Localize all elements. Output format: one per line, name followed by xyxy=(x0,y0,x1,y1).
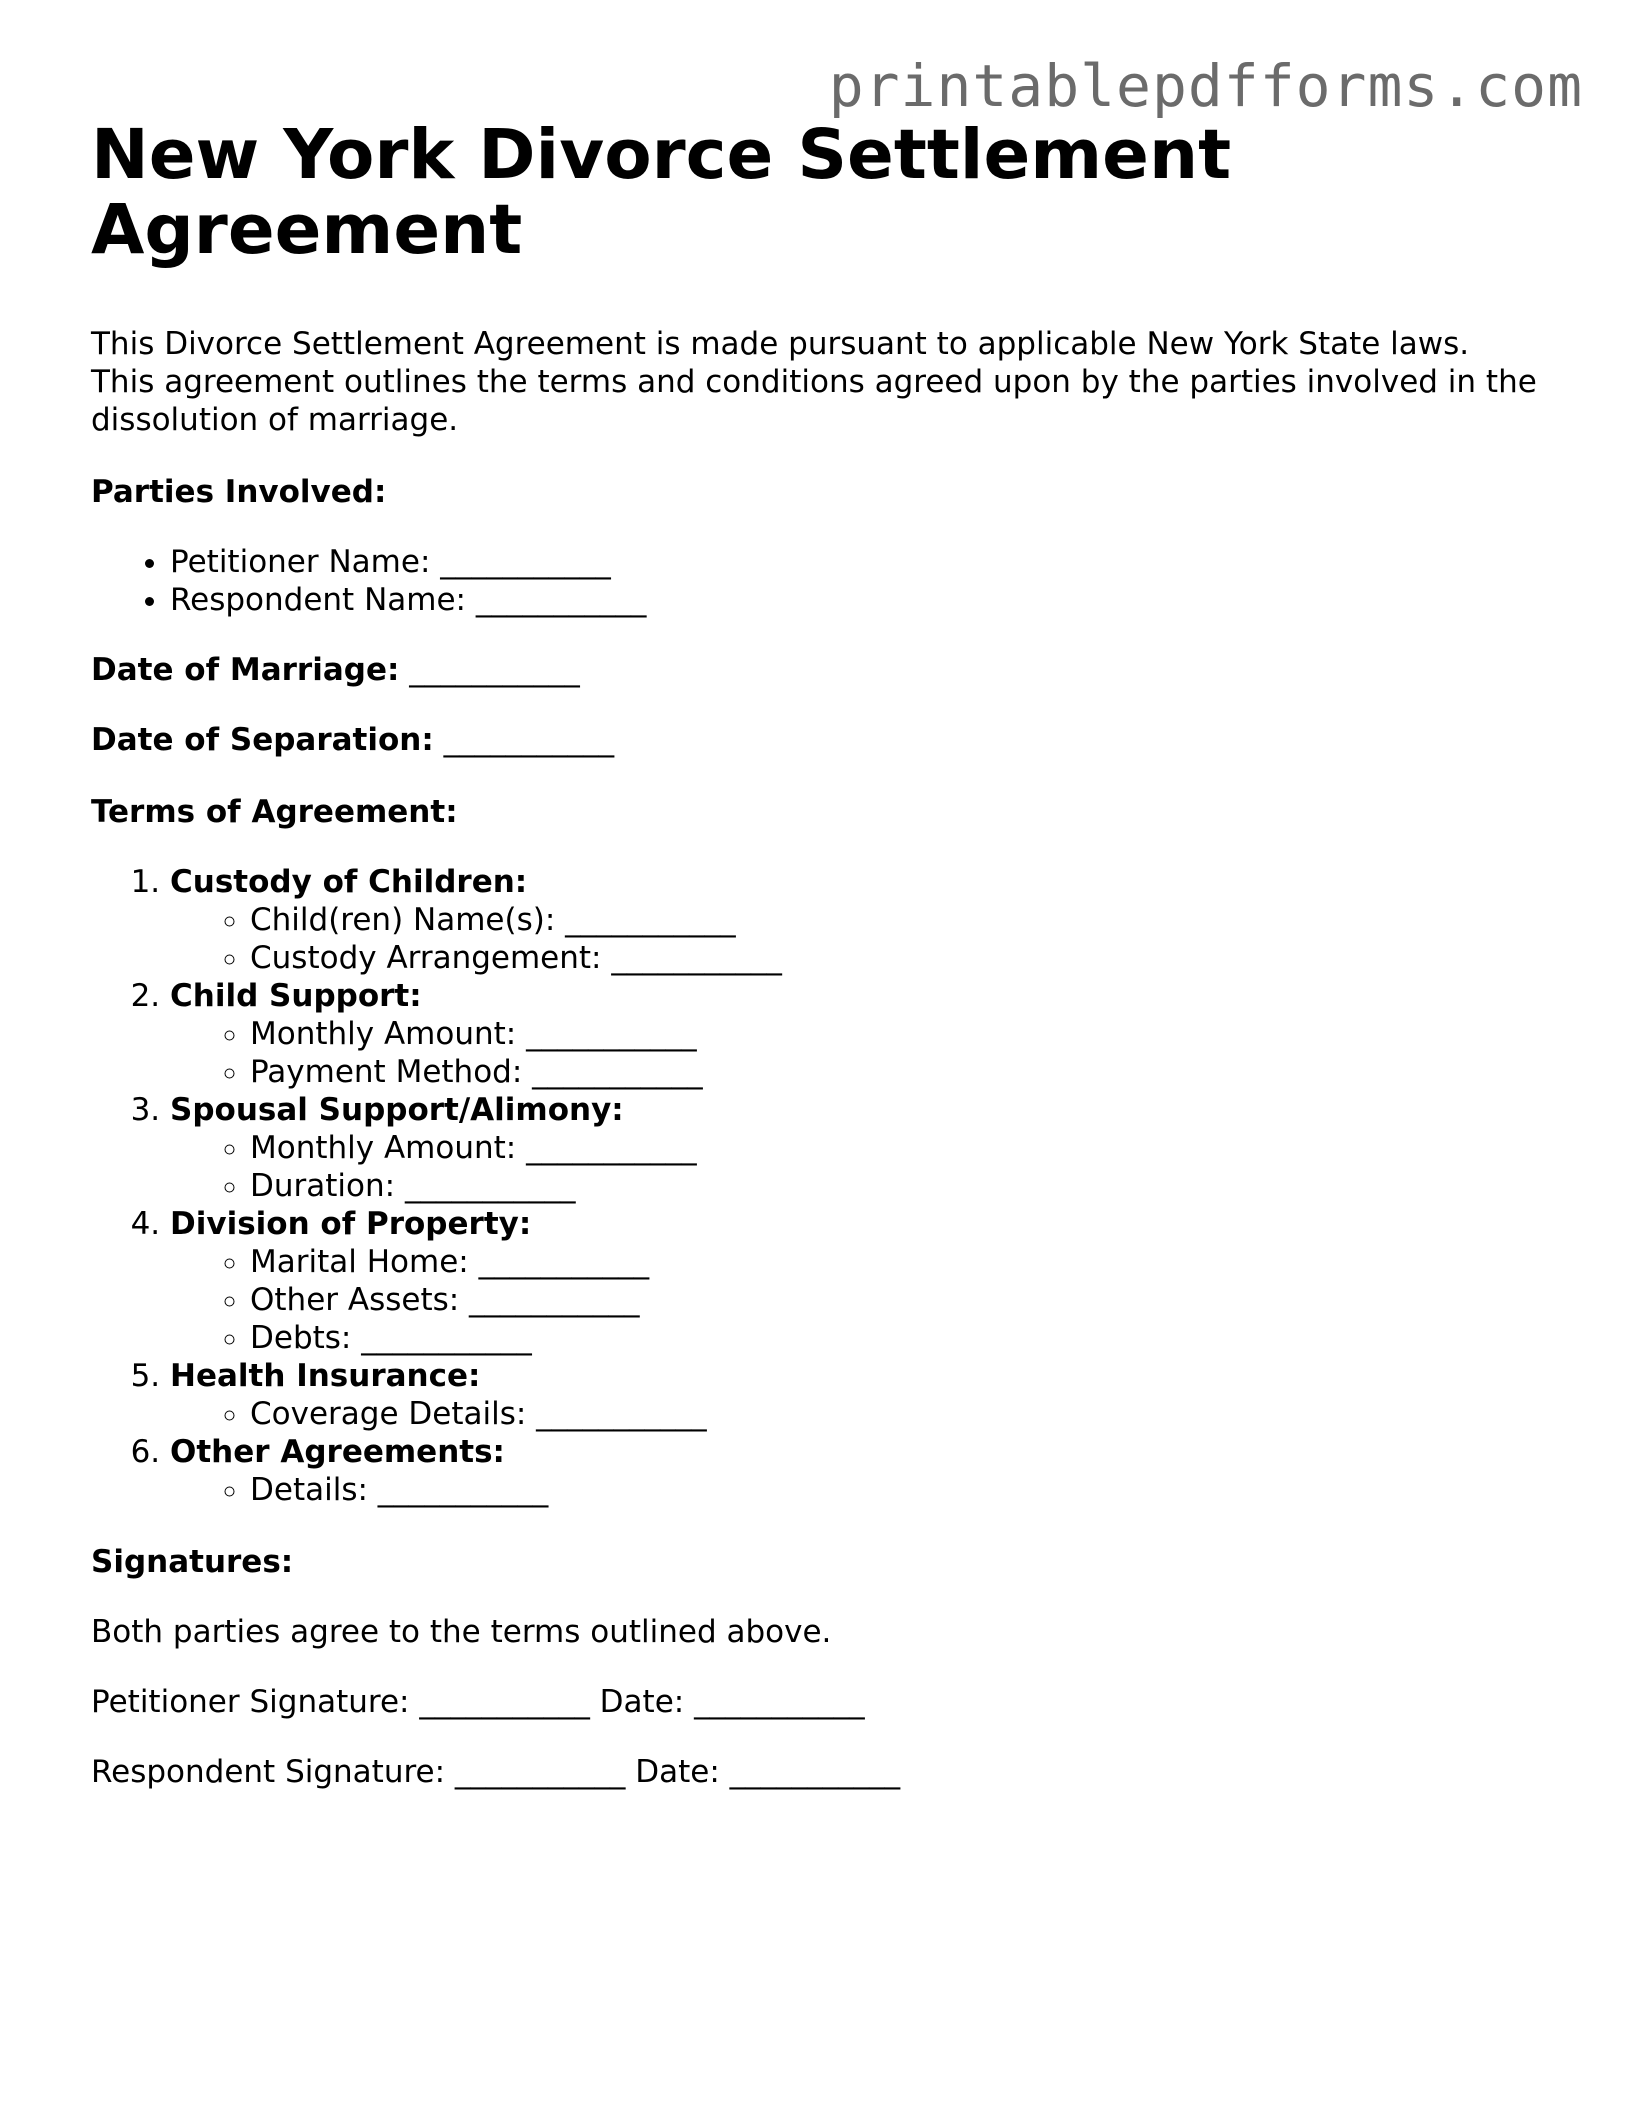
document-title: New York Divorce Settlement Agreement xyxy=(91,115,1232,270)
term-sublist xyxy=(170,1243,1551,1357)
term-field: ◦ Marital Home: ___________ xyxy=(250,1243,1551,1281)
term-sublist xyxy=(170,901,1551,977)
term-field: ◦ Monthly Amount: ___________ xyxy=(250,1129,1551,1167)
date-of-separation-blank: ___________ xyxy=(443,722,615,758)
term-title: Health Insurance: xyxy=(170,1358,481,1394)
signatures-heading: Signatures: xyxy=(91,1544,294,1580)
term-field: ◦ Debts: ___________ xyxy=(250,1319,1551,1357)
intro-paragraph: This Divorce Settlement Agreement is made pursuant to applicable New York State laws. This agreement outlines the terms and conditions agreed upon by the parties involved in the dissolution of marriage. xyxy=(91,326,1537,438)
term-field: ◦ Coverage Details: ___________ xyxy=(250,1395,1551,1433)
term-title: Spousal Support/Alimony: xyxy=(170,1092,624,1128)
petitioner-signature-line: Petitioner Signature: ___________ Date: ___________ xyxy=(91,1684,865,1720)
date-of-marriage-label: Date of Marriage: xyxy=(91,652,400,688)
petitioner-name-field: • Petitioner Name: ___________ xyxy=(170,543,1551,581)
respondent-name-field: • Respondent Name: ___________ xyxy=(170,581,1551,619)
term-item xyxy=(170,1357,1551,1433)
date-of-marriage-blank: ___________ xyxy=(409,652,580,688)
term-field: ◦ Child(ren) Name(s): ___________ xyxy=(250,901,1551,939)
term-field: ◦ Details: ___________ xyxy=(250,1471,1551,1509)
term-sublist xyxy=(170,1395,1551,1433)
term-item xyxy=(170,977,1551,1091)
term-sublist xyxy=(170,1129,1551,1205)
term-item xyxy=(170,1091,1551,1205)
signatures-statement: Both parties agree to the terms outlined above. xyxy=(91,1614,832,1650)
watermark: printablepdfforms.com xyxy=(828,52,1583,120)
parties-heading: Parties Involved: xyxy=(91,474,387,510)
term-title: Division of Property: xyxy=(170,1206,532,1242)
term-field: ◦ Monthly Amount: ___________ xyxy=(250,1015,1551,1053)
respondent-signature-line: Respondent Signature: ___________ Date: ___________ xyxy=(91,1754,901,1790)
term-title: Custody of Children: xyxy=(170,864,528,900)
term-field: ◦ Custody Arrangement: ___________ xyxy=(250,939,1551,977)
term-field: ◦ Duration: ___________ xyxy=(250,1167,1551,1205)
term-title: Child Support: xyxy=(170,978,422,1014)
date-of-separation-label: Date of Separation: xyxy=(91,722,434,758)
parties-list xyxy=(91,543,1551,619)
terms-list xyxy=(91,863,1551,1509)
terms-heading: Terms of Agreement: xyxy=(91,794,458,830)
term-field: ◦ Payment Method: ___________ xyxy=(250,1053,1551,1091)
term-item xyxy=(170,1205,1551,1357)
term-sublist xyxy=(170,1471,1551,1509)
date-of-marriage-field xyxy=(91,651,1551,689)
document-page xyxy=(91,115,1551,1791)
term-item xyxy=(170,1433,1551,1509)
term-sublist xyxy=(170,1015,1551,1091)
term-item xyxy=(170,863,1551,977)
term-title: Other Agreements: xyxy=(170,1434,505,1470)
date-of-separation-field xyxy=(91,721,1551,759)
term-field: ◦ Other Assets: ___________ xyxy=(250,1281,1551,1319)
